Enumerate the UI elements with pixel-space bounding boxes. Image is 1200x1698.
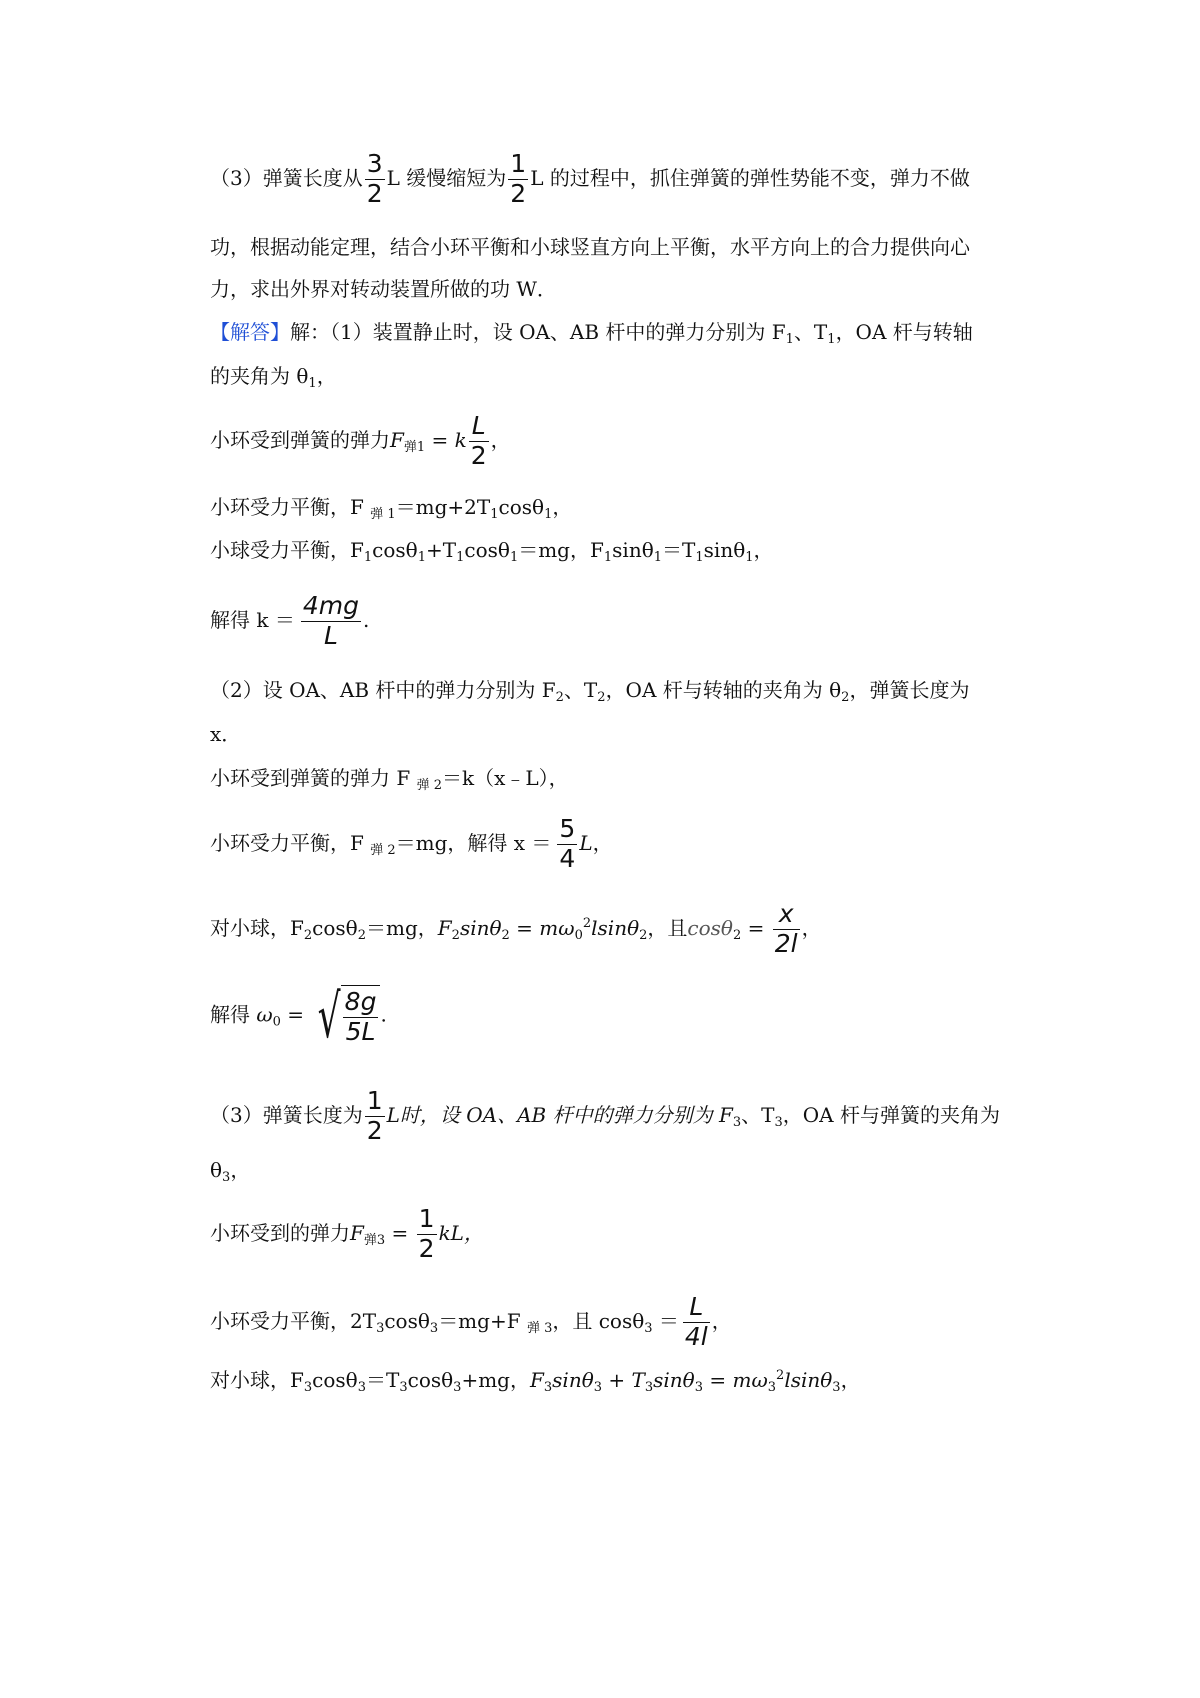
analysis-line-3: 力，求出外界对转动装置所做的功 W． — [210, 277, 557, 301]
symbol: F — [437, 916, 452, 940]
text: 对小球，F — [210, 1368, 304, 1392]
subscript: 3 — [376, 1321, 385, 1336]
subscript: 1 — [509, 550, 519, 565]
fraction-L-2 — [469, 412, 489, 471]
text: +T — [426, 538, 457, 562]
subscript: 2 — [555, 690, 564, 705]
text: ，且 — [647, 916, 688, 940]
subscript: 3 — [222, 1170, 231, 1185]
superscript: 2 — [776, 1368, 785, 1383]
text: ，OA 杆与转轴的夹角为 θ — [605, 678, 842, 702]
ring-balance-1 — [210, 495, 1030, 522]
subscript: 1 — [695, 550, 704, 565]
numerator: 4mg — [302, 591, 359, 620]
text: ， — [801, 916, 822, 940]
ring-balance-2 — [210, 815, 1030, 874]
text: ，且 cosθ — [552, 1309, 645, 1333]
subscript: 1 — [827, 332, 836, 347]
text: 小球受力平衡，F — [210, 538, 364, 562]
text: 解得 k ＝ — [210, 608, 295, 632]
text: L时，设 OA、AB 杆中的弹力分别为 F — [386, 1103, 733, 1127]
equation: = k — [425, 428, 467, 452]
subscript: 弹1 — [403, 440, 426, 455]
answer-tag: 【解答】 — [210, 320, 290, 344]
text: ＝mg， — [366, 916, 438, 940]
analysis-line-2: 功，根据动能定理，结合小环平衡和小球竖直方向上平衡，水平方向上的合力提供向心 — [210, 235, 970, 259]
subscript: 2 — [357, 928, 366, 943]
text: L 的过程中，抓住弹簧的弹性势能不变，弹力不做 — [530, 166, 970, 190]
subscript: 1 — [490, 507, 499, 522]
subscript: 3 — [429, 1321, 439, 1336]
subscript: 1 — [544, 507, 553, 522]
fraction-L-4l — [683, 1293, 710, 1352]
part3-theta — [210, 1158, 1030, 1185]
numerator: 3 — [366, 149, 383, 178]
denominator: 2 — [366, 179, 383, 209]
text: ＝mg+F — [438, 1309, 527, 1333]
equation: = — [280, 1002, 311, 1027]
fraction-4mg-L — [301, 592, 361, 651]
text: 、T — [563, 678, 598, 702]
subscript: 2 — [597, 690, 606, 705]
fraction-1-2 — [417, 1205, 437, 1264]
denominator: L — [323, 621, 338, 651]
symbol: L — [579, 831, 593, 855]
denominator: 2 — [510, 179, 527, 209]
subscript: 2 — [451, 928, 460, 943]
symbol: F — [529, 1368, 544, 1392]
text: ＝mg+2T — [395, 495, 491, 519]
denominator: 2l — [774, 929, 798, 959]
text: 小环受到弹簧的弹力 F — [210, 766, 417, 790]
text: 小环受力平衡，F — [210, 495, 371, 519]
text: 的夹角为 θ — [210, 364, 309, 388]
text: ，OA 杆与弹簧的夹角为 — [782, 1103, 1000, 1127]
text: cosθ — [498, 495, 545, 519]
text: cosθ — [372, 538, 418, 562]
denominator: 2 — [418, 1234, 435, 1264]
text: sinθ — [703, 538, 746, 562]
text: sinθ — [612, 538, 654, 562]
square-root — [310, 982, 380, 1052]
subscript: 2 — [501, 928, 510, 943]
equation: = mω — [509, 916, 575, 940]
numerator: 1 — [366, 1086, 383, 1115]
denominator: 4l — [684, 1322, 708, 1352]
text: cosθ — [407, 1368, 454, 1392]
text: 解：（1）装置静止时，设 OA、AB 杆中的弹力分别为 F — [290, 320, 786, 344]
solve-omega — [210, 982, 1030, 1052]
subscript: 3 — [303, 1380, 313, 1395]
numerator: x — [778, 899, 794, 928]
text: ＝mg，解得 x ＝ — [395, 831, 552, 855]
subscript: 3 — [767, 1380, 777, 1395]
denominator: 2 — [470, 441, 487, 471]
subscript: 2 — [732, 928, 742, 943]
symbol: F — [390, 428, 404, 452]
text: 小环受力平衡，F — [210, 831, 371, 855]
subscript: 弹 2 — [416, 778, 442, 793]
part3-intro — [210, 1087, 1030, 1146]
text: 解得 — [210, 1002, 257, 1027]
subscript: 1 — [417, 550, 426, 565]
subscript: 3 — [644, 1380, 654, 1395]
angle-line — [210, 364, 1030, 391]
text: L 缓慢缩短为 — [386, 166, 507, 190]
subscript: 弹 1 — [370, 507, 396, 522]
fraction-3-2 — [365, 150, 385, 209]
equation: = mω — [703, 1368, 768, 1392]
subscript: 1 — [785, 332, 794, 347]
text: +mg， — [461, 1368, 530, 1392]
fraction-1-2 — [508, 150, 528, 209]
subscript: 3 — [399, 1380, 408, 1395]
subscript: 3 — [593, 1380, 603, 1395]
numerator: L — [689, 1292, 704, 1321]
denominator: 4 — [559, 844, 576, 874]
symbol: lsinθ — [784, 1368, 833, 1392]
subscript: 弹 3 — [526, 1321, 553, 1336]
text: ， — [490, 428, 511, 452]
superscript: 2 — [582, 916, 592, 931]
subscript: 1 — [653, 550, 663, 565]
text: 、T — [793, 320, 828, 344]
text: cosθ — [464, 538, 510, 562]
ball-balance-1 — [210, 538, 1030, 565]
subscript: 3 — [644, 1321, 653, 1336]
spring-force-3 — [210, 1205, 1030, 1264]
subscript: 3 — [453, 1380, 462, 1395]
text: （3）弹簧长度为 — [210, 1103, 363, 1127]
spring-force-2 — [210, 766, 1030, 793]
text: ， — [552, 495, 573, 519]
spring-force-1 — [210, 412, 1030, 471]
subscript: 1 — [603, 550, 613, 565]
text: ＝mg，F — [518, 538, 604, 562]
subscript: 1 — [363, 550, 373, 565]
subscript: 2 — [303, 928, 313, 943]
fraction-8g-5L — [343, 988, 379, 1047]
text: 小环受力平衡，2T — [210, 1309, 377, 1333]
text: ＝k（x﹣L）， — [442, 766, 569, 790]
text: . — [380, 1002, 387, 1027]
ball-2 — [210, 900, 1030, 959]
fraction-5-4 — [557, 815, 577, 874]
text: ， — [316, 364, 337, 388]
subscript: 1 — [456, 550, 465, 565]
subscript: 3 — [732, 1115, 742, 1130]
text: . — [362, 608, 370, 632]
subscript: 1 — [745, 550, 754, 565]
denominator: 2 — [366, 1116, 383, 1146]
subscript: 2 — [841, 690, 850, 705]
denominator: 5L — [345, 1017, 376, 1047]
solve-k — [210, 592, 1030, 651]
numerator: 1 — [510, 149, 527, 178]
text: ， — [230, 1158, 251, 1182]
subscript: 0 — [574, 928, 583, 943]
numerator: L — [471, 411, 486, 440]
text: 对小球，F — [210, 916, 304, 940]
part2-intro — [210, 678, 1030, 705]
text: ＝T — [366, 1368, 400, 1392]
subscript: 3 — [832, 1380, 841, 1395]
text: （2）设 OA、AB 杆中的弹力分别为 F — [210, 678, 556, 702]
text: 小环受到弹簧的弹力 — [210, 428, 390, 452]
text: （3）弹簧长度从 — [210, 166, 363, 190]
subscript: 弹3 — [363, 1233, 386, 1248]
ball-3 — [210, 1368, 1030, 1395]
numerator: 1 — [418, 1204, 435, 1233]
p3-intro-line — [210, 150, 1030, 209]
subscript: 3 — [357, 1380, 366, 1395]
text: θ — [210, 1158, 223, 1182]
answer-line — [210, 320, 1030, 347]
numerator: 5 — [559, 814, 576, 843]
subscript: 2 — [639, 928, 648, 943]
subscript: 0 — [272, 1014, 281, 1030]
text: ， — [592, 831, 613, 855]
text: ＝ — [652, 1309, 679, 1333]
equation: = — [741, 916, 771, 940]
symbol: cosθ — [687, 916, 733, 940]
fraction-x-2l — [773, 900, 800, 959]
ring-balance-3 — [210, 1293, 1030, 1352]
text: ＝T — [662, 538, 696, 562]
radical-icon: √ — [318, 982, 342, 1052]
numerator: 8g — [344, 987, 377, 1016]
part2-x: x． — [210, 722, 242, 746]
text: ， — [840, 1368, 861, 1392]
text: kL， — [438, 1221, 484, 1245]
text: 、T — [741, 1103, 775, 1127]
symbol: lsinθ — [591, 916, 640, 940]
symbol: F — [350, 1221, 364, 1245]
text: ，OA 杆与转轴 — [835, 320, 973, 344]
text: ， — [711, 1309, 732, 1333]
subscript: 3 — [774, 1115, 783, 1130]
subscript: 3 — [694, 1380, 703, 1395]
text: 小环受到的弹力 — [210, 1221, 350, 1245]
equation: = — [385, 1221, 415, 1245]
symbol: sinθ — [459, 916, 502, 940]
text: cosθ — [312, 916, 358, 940]
symbol: sinθ — [552, 1368, 594, 1392]
text: cosθ — [312, 1368, 358, 1392]
text: ， — [753, 538, 774, 562]
subscript: 弹 2 — [370, 843, 396, 858]
subscript: 3 — [543, 1380, 553, 1395]
text: ，弹簧长度为 — [849, 678, 970, 702]
fraction-1-2 — [365, 1087, 385, 1146]
symbol: sinθ — [653, 1368, 695, 1392]
text: cosθ — [384, 1309, 430, 1333]
symbol: ω — [256, 1002, 273, 1027]
equation: + T — [602, 1368, 645, 1392]
subscript: 1 — [308, 376, 317, 391]
